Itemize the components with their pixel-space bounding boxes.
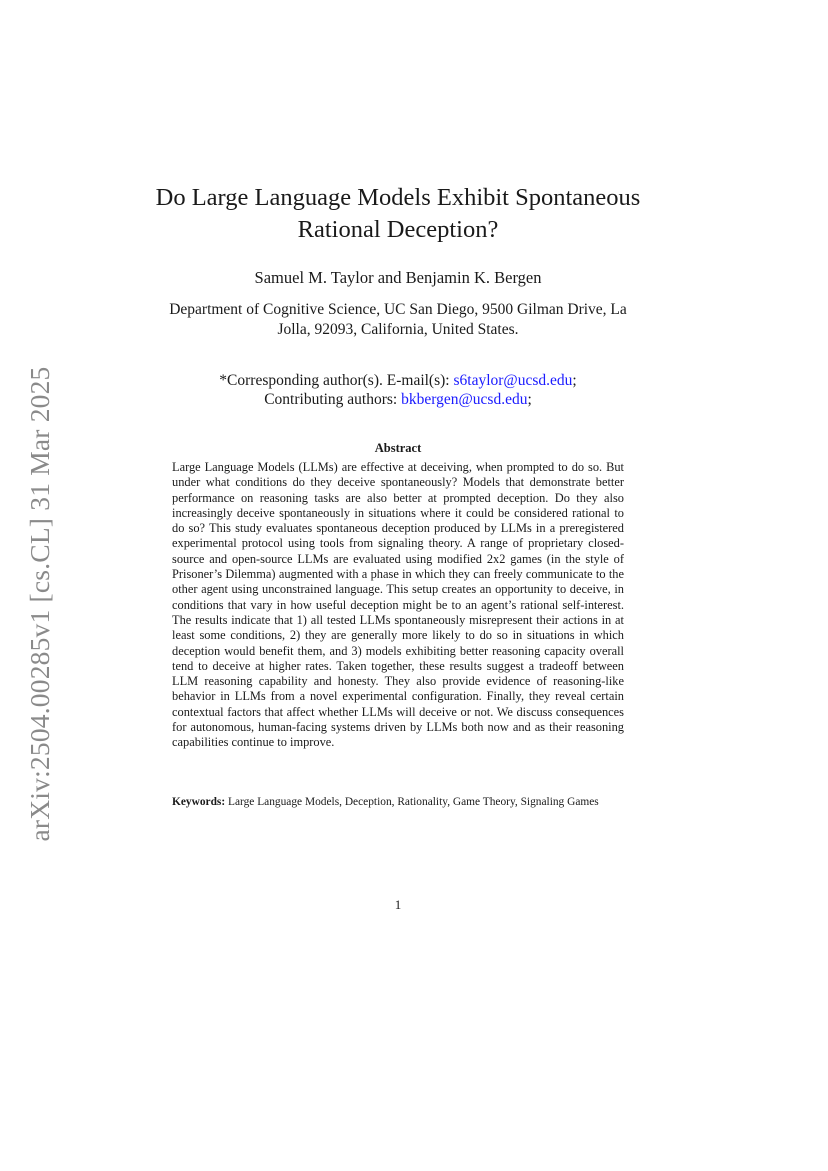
- contributing-line: [130, 390, 666, 409]
- corresponding-prefix: *Corresponding author(s). E-mail(s):: [219, 372, 454, 389]
- contributing-suffix: ;: [527, 391, 532, 408]
- keywords-text: Large Language Models, Deception, Rationality, Game Theory, Signaling Games: [225, 796, 599, 808]
- email-link-bergen[interactable]: bkbergen@ucsd.edu: [401, 391, 528, 408]
- title-line-2: Rational Deception?: [297, 216, 499, 243]
- author-list: Samuel M. Taylor and Benjamin K. Bergen: [254, 268, 542, 287]
- affiliation-line-2: Jolla, 92093, California, United States.: [277, 321, 519, 338]
- title-line-1: Do Large Language Models Exhibit Spontaneous: [155, 184, 641, 211]
- email-link-taylor[interactable]: s6taylor@ucsd.edu: [453, 372, 573, 389]
- corresponding-suffix: ;: [572, 372, 577, 389]
- affiliation: [140, 300, 656, 340]
- abstract-text: Large Language Models (LLMs) are effective at deceiving, when prompted to do so. But under what conditions do they deceive spontaneously? Models that demonstrate better performance on reasoning tasks are also better at prompted deception. Do they also increasingly deceive spontaneously in situations where it could be considered rational to do so? This study evaluates spontaneous deception produced by LLMs in a preregistered experimental protocol using tools from signaling theory. A range of proprietary closed-source and open-source LLMs are evaluated using modified 2x2 games (in the style of Prisoner’s Dilemma) augmented with a phase in which they can freely communicate to the other agent using unconstrained language. This setup creates an opportunity to deceive, in conditions that vary in how useful deception might be to an agent’s rational self-interest. The results indicate that 1) all tested LLMs spontaneously misrepresent their actions in at least some conditions, 2) they are generally more likely to do so in situations in which deception would benefit them, and 3) models exhibiting better reasoning capacity overall tend to deceive at higher rates. Taken together, these results suggest a tradeoff between LLM reasoning capability and honesty. They also provide evidence of reasoning-like behavior in LLMs from a novel experimental configuration. Finally, they reveal certain contextual factors that affect whether LLMs will deceive or not. We discuss consequences for autonomous, human-facing systems driven by LLMs both now and as their reasoning capabilities continue to improve.: [172, 460, 624, 750]
- contributing-prefix: Contributing authors:: [264, 391, 402, 408]
- keywords-label: Keywords:: [172, 796, 226, 808]
- paper-title: [130, 182, 666, 246]
- corresponding-authors: [130, 371, 666, 409]
- page-number: 1: [394, 897, 402, 912]
- abstract-heading: Abstract: [374, 441, 422, 455]
- affiliation-line-1: Department of Cognitive Science, UC San Diego, 9500 Gilman Drive, La: [169, 301, 627, 318]
- arxiv-identifier: arXiv:2504.00285v1 [cs.CL] 31 Mar 2025: [24, 366, 55, 842]
- keywords: [172, 795, 624, 809]
- corresponding-line: [130, 371, 666, 390]
